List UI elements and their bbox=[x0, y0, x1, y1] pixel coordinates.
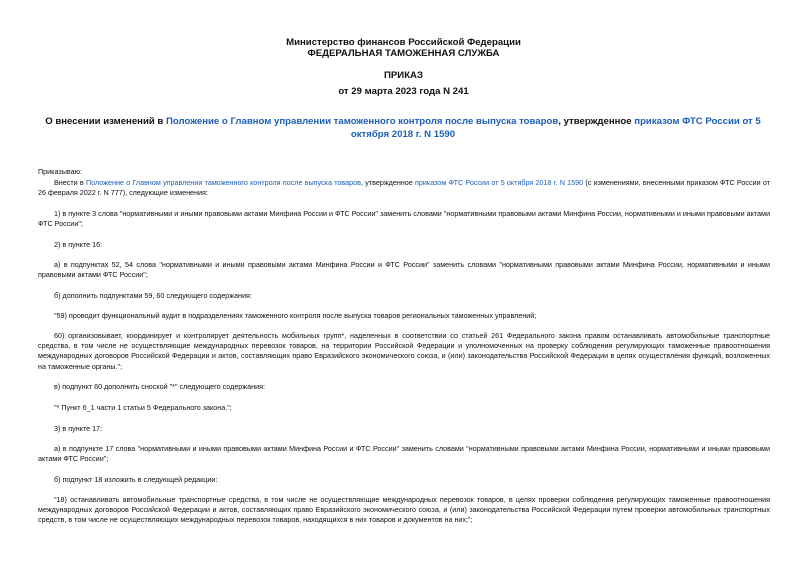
ministry-name: Министерство финансов Российской Федерации bbox=[286, 37, 521, 48]
footnote-paragraph: "* Пункт 6_1 части 1 статьи 5 Федерального закона."; bbox=[54, 403, 232, 412]
intro-suffix: (с изменениями, внесенными приказом ФТС России от 26 февраля 2022 г. N 777), следующие изменения: bbox=[38, 178, 770, 198]
intro-link-order[interactable]: приказом ФТС России от 5 октября 2018 г. N 1590 bbox=[415, 178, 584, 187]
title-prefix: О внесении изменений в bbox=[45, 116, 166, 127]
document-title bbox=[28, 115, 778, 141]
intro-link-regulation[interactable]: Положение о Главном управлении таможенного контроля после выпуска товаров bbox=[85, 178, 361, 187]
paragraph-2a: а) в подпунктах 52, 54 слова "нормативными и иными правовыми актами Минфина России и ФТС России" заменить словами "нормативными правовыми актами Минфина России, нормативными и иными правовыми актами ФТС России"; bbox=[38, 260, 770, 280]
title-middle: , утвержденное bbox=[558, 116, 635, 127]
paragraph-1: 1) в пункте 3 слова "нормативными и иными правовыми актами Минфина России и ФТС России" заменить словами "нормативными правовыми актами Минфина России, нормативными и иными правовыми актами ФТС России"; bbox=[38, 209, 770, 229]
paragraph-3a: а) в подпункте 17 слова "нормативными и иными правовыми актами Минфина России и ФТС России" заменить словами "нормативными правовыми актами Минфина России, нормативными и иными правовыми актами ФТС России"; bbox=[38, 444, 770, 464]
document-type: ПРИКАЗ bbox=[384, 70, 423, 81]
intro-prefix: Внести в bbox=[54, 178, 86, 187]
paragraph-59: "59) проводит функциональный аудит в подразделениях таможенного контроля после выпуска товаров региональных таможенных управлений; bbox=[54, 311, 537, 320]
paragraph-60: 60) организовывает, координирует и контролирует деятельность мобильных групп*, наделенных в соответствии со статьей 261 Федерального закона правом останавливать автомобильные транспортные средства, в том числе не осуществляющие международных перевозок товаров, на территории Российской Федерации и уполномоченных на проверку соблюдения регулирующих таможенные правоотношения международных договоров Российской Федерации и актов, составляющих право Евразийского экономического союза, и (или) законодательства Российской Федерации в целях осуществления функций, возложенных на таможенные органы."; bbox=[38, 331, 770, 371]
paragraph-3: 3) в пункте 17: bbox=[54, 424, 103, 433]
paragraph-2: 2) в пункте 16: bbox=[54, 240, 103, 249]
document-date-number: от 29 марта 2023 года N 241 bbox=[338, 86, 469, 97]
intro-middle: , утвержденное bbox=[360, 178, 415, 187]
intro-paragraph bbox=[38, 178, 770, 198]
paragraph-2b: б) дополнить подпунктами 59, 60 следующего содержания: bbox=[54, 291, 252, 300]
paragraph-3b: б) подпункт 18 изложить в следующей редакции: bbox=[54, 475, 218, 484]
title-link-regulation[interactable]: Положение о Главном управлении таможенного контроля после выпуска товаров bbox=[166, 116, 559, 127]
paragraph-18: "18) останавливать автомобильные транспортные средства, в том числе не осуществляющие международных перевозок товаров, в целях проверки соблюдения регулирующих таможенные правоотношения международных договоров Российской Федерации и актов, составляющих право Евразийского экономического союза, и (или) законодательства Российской Федерации путем проверки автомобильных транспортных средств, в том числе не осуществляющих международных перевозок товаров, находящихся в них товаров и документов на них;"; bbox=[38, 495, 770, 525]
paragraph-2c: в) подпункт 60 дополнить сноской "*" следующего содержания: bbox=[54, 382, 265, 391]
service-name: ФЕДЕРАЛЬНАЯ ТАМОЖЕННАЯ СЛУЖБА bbox=[307, 48, 500, 59]
title-link-order[interactable]: приказом ФТС России от 5 октября 2018 г. N 1590 bbox=[350, 116, 761, 140]
order-word: Приказываю: bbox=[38, 167, 82, 176]
